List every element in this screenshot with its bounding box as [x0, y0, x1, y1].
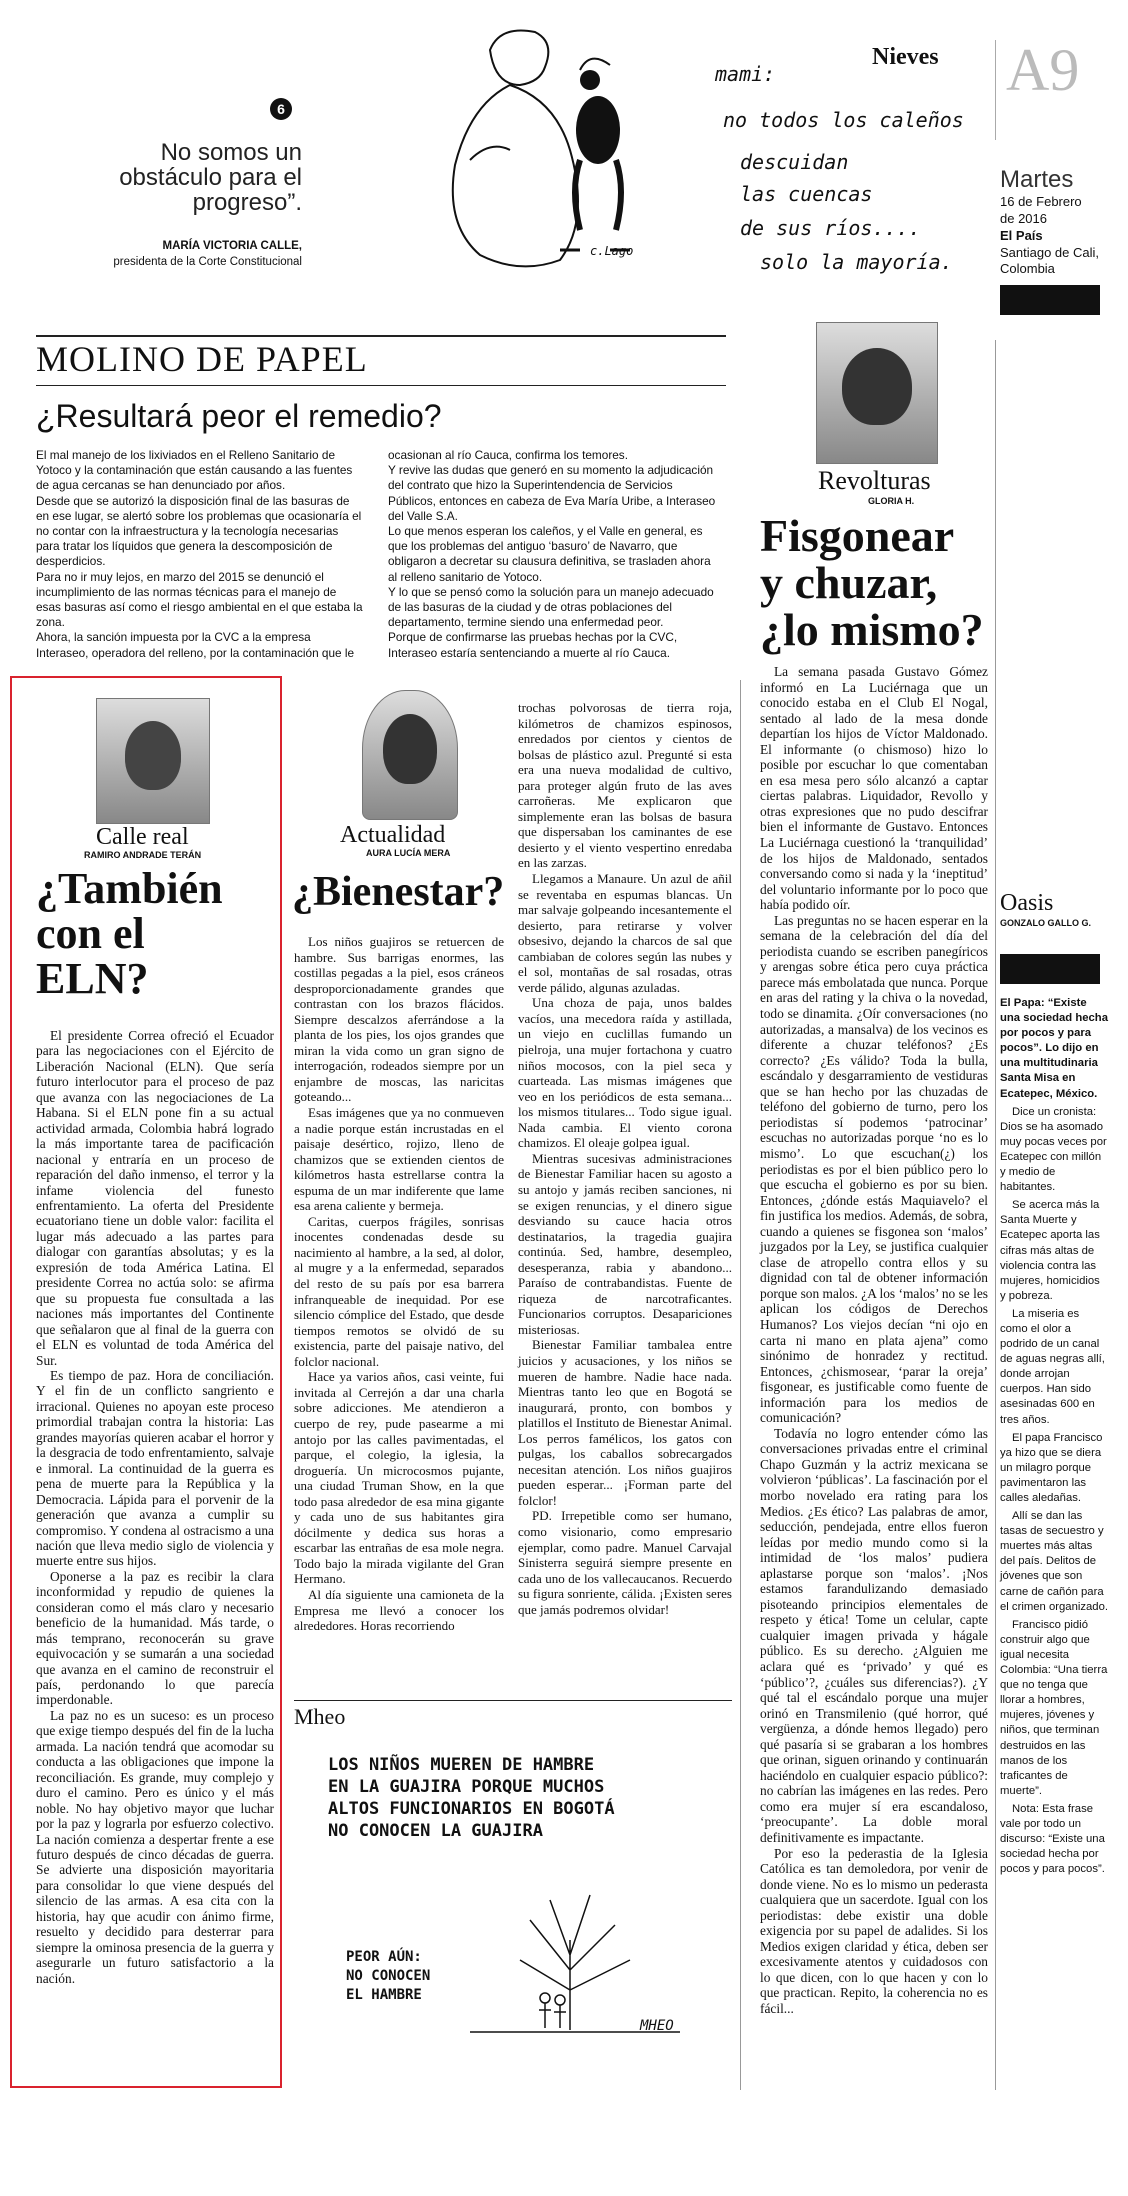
calle-real-author: RAMIRO ANDRADE TERÁN: [84, 850, 202, 860]
calle-real-paragraph: La paz no es un suceso: es un proceso que exige tiempo después del fin de la lucha armada. La nación tendrá que acomodar su conducta a las obligaciones que impone la reconciliación. Es grande, muy complejo y duro el camino. Pero es único y el más noble. No hay objetivo mayor que luchar por la paz y lograrla por esfuerzo colectivo. La nación comienza a despertar frente a ese futuro después de cinco décadas de guerra. Se advierte una disposición mayoritaria para consolidar lo que viene después del silencio de las armas. A esa cita con la historia, hay que acudir con ánimo firme, resuelto y decidido para desterrar para siempre la ominosa presencia de la guerra y asegurarle un futuro satisfactorio a la nación.: [36, 1707, 274, 1986]
mheo-signature: MHEO: [640, 2018, 674, 2034]
calle-real-column-name: Calle real: [96, 824, 189, 850]
mheo-caption-line: EN LA GUAJIRA PORQUE MUCHOS: [328, 1777, 605, 1797]
oasis-paragraph: El papa Francisco ya hizo que se diera un milagro porque pavimentaron las calles aledañas.: [1000, 1431, 1103, 1504]
cartoon-drawing-icon: [430, 10, 730, 280]
cartoon-text-2: no todos los caleños: [723, 108, 964, 132]
mheo-label: Mheo: [294, 1704, 346, 1729]
header-date: 16 de Febrero: [1000, 194, 1082, 209]
molino-paragraph: Y revive las dudas que generó en su momento la adjudicación del contrato que hizo la Superintendencia de Servicios Públicos, entonces en cabeza de Eva María Uribe, a Interaseo del Valle S.A.: [388, 463, 716, 523]
oasis-paragraph: Nota: Esta frase vale por todo un discurso: “Existe una sociedad hecha por pocos y para pocos”.: [1000, 1802, 1105, 1876]
revolturas-paragraph: Las preguntas no se hacen esperar en la semana de la celebración del día del periodista cuando se escriben panegíricos y arengas sobre ética pero cuya práctica parece más embolatada que nunca. Porque en aras del rating y la chiva o la novedad, todo se dinamita. ¿Oír conversaciones (no autorizadas, a mansalva) de los vecinos es diferente a chuzar teléfonos? ¿Es correcto? ¿Es válido? Toda la bulla, escándalo y desgarramiento de vestiduras que se han hecho por las chuzadas de teléfono del gobierno de turno, pero los periodistas sí podemos ‘patrocinar’ escuchas no autorizadas porque ‘no es lo mismo’. Lo que escuchan(¿) los periodistas es por el bien público pero lo que escucha el gobierno es por su bien. Entonces, ¿dónde estás Maquiavelo? el fin justifica los medios. Además, de sobra, cuando a quienes se fisgonea son ‘malos’ juzgados por la Ley, se justifica cualquier clase de atropello contra ellos y su dignidad con tal de obtener información porque son malos. ¿A los ‘malos’ no se les aplican los códigos de Derechos Humanos? Los viejos decían “ni ojo en carta ni mano en plata ajena” como sinónimo de honradez y rectitud. Entonces, ¿chismosear, ‘parar la oreja’ fisgonear, es justificable como fuente de información para los medios de comunicación?: [760, 912, 988, 1426]
actualidad-headline: ¿Bienestar?: [292, 869, 505, 915]
calle-real-headline: [36, 866, 223, 1001]
revolturas-headline-line: ¿lo mismo?: [760, 604, 984, 655]
molino-paragraph: El mal manejo de los lixiviados en el Relleno Sanitario de Yotoco y la contaminación que están causando a las fuentes de agua cercanas se han denunciado por años.: [36, 448, 353, 493]
oasis-paragraph: Se acerca más la Santa Muerte y Ecatepec aporta las cifras más altas de violencia contra las mujeres, homicidios y pobreza.: [1000, 1199, 1100, 1302]
quote-author: MARÍA VICTORIA CALLE,: [162, 240, 302, 252]
oasis-body: [1000, 996, 1108, 1877]
molino-paragraph: ocasionan al río Cauca, confirma los temores.: [388, 448, 628, 462]
cartoon-text-1: mami:: [715, 62, 776, 86]
oasis-lead: El Papa: “Existe una sociedad hecha por pocos y para pocos”. Lo dijo en una multitudinaria Santa Misa en Ecatepec, México.: [1000, 997, 1108, 1100]
header-city: Santiago de Cali,: [1000, 245, 1100, 260]
mheo-aside: [346, 1948, 430, 2005]
revolturas-body: [760, 664, 988, 2017]
calle-real-headline-line: ELN?: [36, 954, 149, 1003]
calle-real-author-photo: [96, 698, 210, 824]
molino-paragraph: Ahora, la sanción impuesta por la CVC a la empresa Interaseo, operadora del relleno, por la contaminación que le: [36, 630, 355, 660]
mheo-caption-line: NO CONOCEN LA GUAJIRA: [328, 1821, 543, 1841]
molino-col2: [388, 448, 720, 661]
mheo-drawing: [440, 1880, 700, 2040]
mheo-caption-line: LOS NIÑOS MUEREN DE HAMBRE: [328, 1755, 595, 1775]
molino-headline: ¿Resultará peor el remedio?: [36, 398, 442, 434]
actualidad-paragraph: Llegamos a Manaure. Un azul de añil se reventaba en espumas blancas. Un mar salvaje golpeando incesantemente el desierto, para retirarse y volver obsesivo, dejando la charcos de sal que cambiaban de colores según las nubes y el sol, montañas de sal rosadas, otras verde pálido, algunas azuladas.: [518, 871, 732, 995]
actualidad-col1: [294, 934, 504, 1634]
oasis-column-name: Oasis: [1000, 890, 1054, 916]
calle-real-paragraph: Oponerse a la paz es recibir la clara inconformidad y repudio de quienes la consideran como el más claro y necesario beneficio de la humanidad. Más tarde, o más temprano, reconocerán su grave equivocación y se sumarán a una sociedad que avanza en el camino de reconstruir el país, perdonando lo que parecía imperdonable.: [36, 1568, 274, 1708]
actualidad-column-name: Actualidad: [340, 822, 446, 848]
actualidad-author-photo: [362, 690, 458, 820]
page-number: A9: [1006, 37, 1080, 103]
section-name: Nieves: [872, 44, 939, 70]
revolturas-paragraph: Por eso la pederastia de la Iglesia Católica es tan demoledora, por venir de donde viene. No es lo mismo un pederasta cualquiera que un sacerdote. Igual con los periodistas: debe existir una doble exigencia por su papel de adalides. Si los Medios exigen claridad y ética, deben ser excesivamente atentos y cuidadosos con lo que dicen, con lo que hacen y con lo que practican. Repito, la coherencia no es fácil...: [760, 1845, 988, 2017]
cartoon-text-3: descuidan: [740, 150, 849, 174]
revolturas-column-name: Revolturas: [818, 466, 931, 495]
actualidad-paragraph: Hace ya varios años, casi veinte, fui invitada al Cerrejón a dar una charla sobre adicciones. Me atendieron a cuerpo de rey, pude pasearme a mi antojo por las calles pavimentadas, el parque, el colegio, la iglesia, la droguería. Un microcosmos pujante, una ciudad Truman Show, en la que todo pasa alrededor de esa mina gigante y cada uno de sus habitantes gira dócilmente y dedica sus horas a escarbar las entrañas de esa mole negra. Todo bajo la mirada vigilante del Gran Hermano.: [294, 1369, 504, 1587]
actualidad-author: AURA LUCÍA MERA: [366, 848, 451, 858]
top-rule: [36, 335, 726, 337]
header-paper: El País: [1000, 228, 1043, 243]
oasis-paragraph: Dice un cronista: Dios se ha asomado muy pocas veces por Ecatepec con millón y medio de habitantes.: [1000, 1105, 1107, 1194]
actualidad-paragraph: trochas polvorosas de tierra roja, kilómetros de chamizos espinosos, enredados por cientos y cientos de bolsas de plástico azul. Pregunté si esta era una nueva modalidad de cultivo, para proteger algún fruto de las aves carroñeras. Me explicaron que simplemente eran las bolsas de basura que dispersaban los caminantes de ese desierto y el viento vespertino enredaba en las zarzas.: [518, 700, 732, 871]
mheo-caption: [328, 1754, 615, 1842]
tree-icon: [440, 1880, 700, 2040]
oasis-paragraph: La miseria es como el olor a podrido de un canal de aguas negras allí, donde arrojan cuerpos. Han sido asesinadas 600 en tres años.: [1000, 1307, 1105, 1426]
mheo-aside-line: NO CONOCEN: [346, 1968, 431, 1984]
actualidad-paragraph: Mientras sucesivas administraciones de Bienestar Familiar hacen su agosto a su antojo y jamás reciben sanciones, ni se exigen renuncias, y el dinero sigue desviando su cauce hacia otros destinatarios, la tragedia guajira continúa. Sed, hambre, desempleo, desesperanza, rabia y abandono... Paraíso de contrabandistas. Fuente de riqueza de narcotraficantes. Funcionarios corruptos. Desapariciones misteriosas.: [518, 1150, 732, 1337]
actualidad-paragraph: Los niños guajiros se retuercen de hambre. Sus barrigas enormes, las costillas pegadas a la piel, esos cráneos desproporcionadamente grandes que contrastan con los brazos flácidos. Siempre descalzos aferrándose a la planta de los pies, los ojos grandes que miran la vida como un gran signo de interrogación, rodeados siempre por un enjambre de moscas, las naricitas goteando...: [294, 934, 504, 1105]
molino-label: MOLINO DE PAPEL: [36, 339, 368, 379]
calle-real-headline-line: ¿También: [36, 864, 223, 913]
actualidad-paragraph: PD. Irrepetible como ser humano, como visionario, como empresario ejemplar, como padre. Manuel Carvajal Sinisterra seguirá siempre presente en cada uno de los vallecaucanos. Recuerdo su figura sonriente, cálida. ¡Existen seres que jamás podremos olvidar!: [518, 1508, 732, 1617]
actualidad-paragraph: Una choza de paja, unos baldes vacíos, una mecedora raída y astillada, un viejo en cuclillas fumando un pielroja, una mujer fortachona y cuatro niños mocosos, con la piel seca y cuarteada. Las mismas imágenes que veo en los periódicos de esta semana... los mismos titulares... Todo sigue igual. Nada cambia. El viento corona chamizos. El oleaje golpea igual.: [518, 995, 732, 1151]
calle-real-headline-line: con el: [36, 909, 145, 958]
cartoon-text-6: solo la mayoría.: [760, 250, 953, 274]
molino-col1: [36, 448, 363, 661]
molino-rule: [36, 385, 726, 386]
mheo-caption-line: ALTOS FUNCIONARIOS EN BOGOTÁ: [328, 1799, 615, 1819]
oasis-paragraph: Allí se dan las tasas de secuestro y muertes más altas del país. Delitos de jóvenes que son carne de cañón para el crimen organizado.: [1000, 1510, 1109, 1613]
actualidad-paragraph: Bienestar Familiar tambalea entre juicios y acusaciones, y los niños se mueren de hambre. Nadie hace nada. Mientras tanto leo que en Bogotá se inaugurará, pronto, con bombos y platillos el Instituto de Bienestar Animal. Los perros famélicos, los gatos con pulgas, los caballos sobrecargados necesitan atención. Los niños guajiros pueden esperar... ¡Forman parte del folclor!: [518, 1337, 732, 1508]
actualidad-paragraph: Al día siguiente una camioneta de la Empresa me llevó a conocer los alrededores. Horas recorriendo: [294, 1586, 504, 1634]
revolturas-headline-line: y chuzar,: [760, 557, 938, 608]
quote-role: presidenta de la Corte Constitucional: [113, 256, 302, 268]
header-day: Martes: [1000, 166, 1074, 193]
revolturas-paragraph: La semana pasada Gustavo Gómez informó en La Luciérnaga que un conocido estaba en el Club El Nogal, sentado al lado de la mesa donde departían los hijos de Víctor Maldonado. El informante (o chismoso) hizo lo posible por escuchar lo que comentaban en esa mesa pero sólo alcanzó a captar ciertas palabras. Liquidador, Revollo y otras expresiones que no pudo descifrar bien el informante de Gustavo. Entonces La Luciérnaga cuestionó la ‘tranquilidad’ de los hijos de Maldonado, sentados conversando como si nada y la ‘ineptitud’ del voluntario informante por lo poco que había podido oír.: [760, 664, 988, 913]
calle-real-body: [36, 1028, 274, 1986]
header-country: Colombia: [1000, 261, 1055, 276]
molino-paragraph: Porque de confirmarse las pruebas hechas por la CVC, Interaseo estaría sentenciando a muerte al río Cauca.: [388, 630, 678, 660]
molino-paragraph: Desde que se autorizó la disposición final de las basuras de en ese lugar, se alertó sobre los problemas que ocasionaría el no contar con la infraestructura y la tecnología necesarias para tratar los líquidos que genera la descomposición de desperdicios.: [36, 493, 362, 569]
calle-real-paragraph: El presidente Correa ofreció el Ecuador para las negociaciones con el Ejército de Liberación Nacional (ELN). Que sería futuro interlocutor para el proceso de paz que avanza con las negociaciones de La Habana. Si el ELN pone fin a su actual actividad armada, Colombia habrá logrado la más importante tarea de pacificación nacional y entraría en un proceso de reparación del daño inmenso, el terror y la infame violencia del funesto enfrentamiento. La oferta del Presidente ecuatoriano tiene un doble valor: facilita el lugar más adecuado a las partes para dialogar con garantías absolutas; y es la expresión de toda América Latina. El presidente Correa no actúa solo: se afirma que su propuesta fue consultada a las naciones más importantes del Continente que señalaron que al final de la guerra con el ELN es voluntad de toda América del Sur.: [36, 1028, 274, 1368]
revolturas-author-photo: [816, 322, 938, 464]
revolturas-headline-line: Fisgonear: [760, 510, 955, 561]
mheo-rule: [294, 1700, 732, 1701]
mheo-aside-line: PEOR AÚN:: [346, 1949, 422, 1965]
cartoon-top: [430, 10, 730, 280]
header-year: de 2016: [1000, 211, 1047, 226]
oasis-black-bar: [1000, 954, 1100, 984]
molino-paragraph: Y lo que se pensó como la solución para un manejo adecuado de las basuras de la ciudad y de otras poblaciones del departamento, termine siendo una enfermedad peor.: [388, 584, 714, 630]
oasis-paragraph: Francisco pidió construir algo que igual necesita Colombia: “Una tierra que no tenga que llorar a hombres, mujeres, jóvenes y niños, que terminan destruidos en las manos de los traficantes de muerte”.: [1000, 1618, 1108, 1797]
cartoon-signature: c.Lago: [590, 244, 634, 258]
revolturas-paragraph: Todavía no logro entender cómo las conversaciones privadas entre el criminal Chapo Guzmán y la actriz mexicana se volvieron ‘públicas’. La fascinación por el morbo novelado era rating para los Medios. ¿Es ético? Las palabras de amor, seducción, pendejada, entre ellos fueron leídas por medio mundo como si la intimidad de ‘los malos’ pudiera aplastarse porque son ‘malos’. ¡Nos estamos farandulizando demasiado pisoteando principios elementales de respeto y ética! Tome un celular, capte cualquier imagen privada y hágale público. Es su derecho. ¿Alguien me aclara qué es ‘privado’ y qué es ‘público’?, ¿cuáles sus diferencias?). ¿Y qué tal el escándalo porque una mujer orinó en Transmilenio (qué horror, qué vergüenza, a dónde hemos llegado) pero qué pasaría si se grabaran a los hombres que orinan, siguen orinando y continuarán haciéndolo en cualquier espacio público?: no cabrían las imágenes en las redes. Pero como era mujer sí era escandaloso, ‘preocupante’. La doble moral definitivamente es impactante.: [760, 1425, 988, 1846]
molino-paragraph: Para no ir muy lejos, en marzo del 2015 se denunció el incumplimiento de las normas técnicas para el manejo de esas basuras así como el riesgo ambiental en el que estaba la zona.: [36, 569, 363, 630]
revolturas-headline: [760, 512, 984, 653]
column-divider: [740, 680, 741, 2090]
header-black-bar: [1000, 285, 1100, 315]
header-rule: [995, 40, 996, 140]
molino-paragraph: Lo que menos esperan los caleños, y el Valle en general, es que los problemas del antiguo ‘basuro’ de Navarro, que obligaron a decretar su clausura definitiva, se trasladen ahora al relleno sanitario de Yotoco.: [388, 524, 711, 584]
actualidad-paragraph: Caritas, cuerpos frágiles, sonrisas inocentes condenadas desde su nacimiento al hambre, a la sed, al dolor, al mugre y a la enfermedad, separados del resto de su país por esa barrera infranqueable de inequidad. Por ese silencio cómplice del Estado, que desde tiempos remotos se olvidó de su existencia, parte del paisaje nativo, del folclor nacional.: [294, 1213, 504, 1369]
cartoon-text-5: de sus ríos....: [740, 216, 921, 240]
actualidad-col2: [518, 700, 732, 1617]
quote-text: No somos un obstáculo para el progreso”.: [119, 139, 302, 216]
oasis-author: GONZALO GALLO G.: [1000, 918, 1091, 928]
actualidad-paragraph: Esas imágenes que ya no conmueven a nadie porque están incrustadas en el paisaje desértico, rojizo, lleno de chamizos que se extienden cientos de kilómetros hasta estrellarse contra la espuma de un mar indiferente que lame esa arena caliente y bermeja.: [294, 1105, 504, 1214]
column-divider: [995, 340, 996, 2090]
quote-number-icon: 6: [270, 98, 292, 120]
cartoon-text-4: las cuencas: [740, 182, 873, 206]
revolturas-author: GLORIA H.: [868, 496, 915, 506]
mheo-aside-line: EL HAMBRE: [346, 1987, 422, 2003]
calle-real-paragraph: Es tiempo de paz. Hora de conciliación. Y el fin de un conflicto sangriento e irracional. Quienes no apoyan este proceso primordial trabajan contra la historia: Las grandes mayorías quieren acabar el horror y la desgracia de todo enfrentamiento, salvaje e inmoral. La continuidad de la guerra es pena de muerte para la República y la Democracia. Lápida para el porvenir de la generación que avanza a cumplir su compromiso. Y condena al ostracismo a una nación que lleva medio siglo de violencia y muerte entre sus hijos.: [36, 1367, 274, 1569]
